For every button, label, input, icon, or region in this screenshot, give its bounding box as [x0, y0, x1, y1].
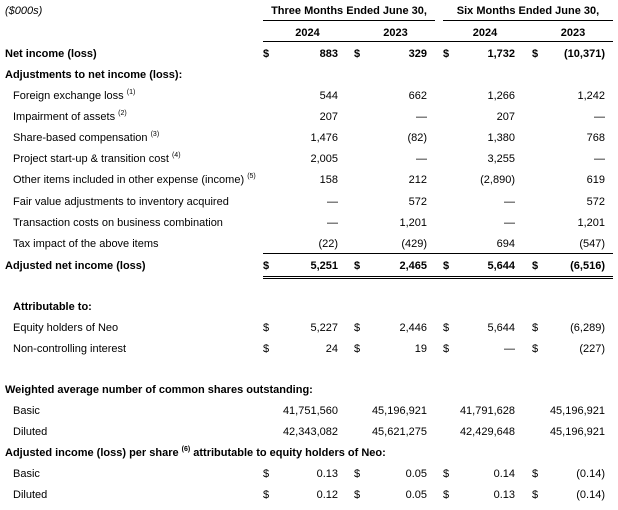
group-underline	[443, 20, 613, 21]
value-cell: 694	[496, 238, 515, 250]
footnote-ref: (4)	[171, 152, 181, 159]
value-cell: (429)	[401, 238, 427, 250]
row-label-text: Impairment of assets	[13, 111, 116, 123]
value-cell: 1,242	[577, 90, 605, 102]
value-cell: —	[327, 196, 338, 208]
row-label-text: Diluted	[13, 489, 48, 501]
row-label-text: Non-controlling interest	[13, 343, 127, 355]
row-label	[13, 174, 256, 187]
value-cell: 42,429,648	[459, 426, 515, 438]
currency-symbol: $	[443, 48, 450, 60]
subtotal-rule	[263, 253, 613, 254]
value-cell: —	[327, 217, 338, 229]
value-cell: 42,343,082	[282, 426, 338, 438]
footnote-ref: (5)	[247, 173, 256, 180]
currency-symbol: $	[354, 48, 361, 60]
units-label: ($000s)	[5, 5, 43, 17]
value-cell: —	[504, 217, 515, 229]
row-label	[13, 468, 40, 481]
currency-symbol: $	[354, 343, 361, 355]
value-cell: —	[594, 111, 605, 123]
currency-symbol: $	[443, 322, 450, 334]
year-header: 2023	[560, 27, 586, 39]
value-cell: 1,476	[310, 132, 338, 144]
row-label	[13, 238, 159, 251]
value-cell: (0.14)	[576, 489, 605, 501]
value-cell: 1,201	[399, 217, 427, 229]
currency-symbol: $	[263, 322, 270, 334]
year-header: 2023	[383, 27, 408, 39]
value-cell: 2,005	[310, 153, 338, 165]
row-label-text: Net income (loss)	[5, 48, 97, 60]
value-cell: 0.13	[316, 468, 338, 480]
value-cell: 572	[408, 196, 427, 208]
row-label-text: Adjusted net income (loss)	[5, 260, 146, 272]
value-cell: 212	[408, 174, 427, 186]
value-cell: —	[504, 343, 515, 355]
value-cell: (10,371)	[564, 48, 605, 60]
currency-symbol: $	[532, 489, 539, 501]
row-label	[5, 48, 97, 61]
total-rule	[263, 278, 613, 279]
column-group-six-months: Six Months Ended June 30,	[456, 5, 600, 17]
value-cell: 0.13	[493, 489, 515, 501]
value-cell: 45,196,921	[549, 426, 605, 438]
value-cell: 41,751,560	[282, 405, 338, 417]
value-cell: 544	[319, 90, 338, 102]
row-label	[13, 426, 47, 439]
value-cell: 19	[414, 343, 427, 355]
year-header: 2024	[295, 27, 320, 39]
row-label	[13, 90, 135, 103]
currency-symbol: $	[354, 322, 361, 334]
currency-symbol: $	[263, 260, 270, 272]
footnote-ref: (3)	[150, 131, 160, 138]
eps-heading-text: attributable to equity holders of Neo:	[190, 447, 386, 459]
value-cell: 329	[408, 48, 427, 60]
adjustments-heading: Adjustments to net income (loss):	[5, 69, 183, 81]
value-cell: 662	[408, 90, 427, 102]
value-cell: 0.05	[405, 489, 427, 501]
value-cell: 2,465	[399, 260, 427, 272]
attributable-heading: Attributable to:	[13, 301, 92, 313]
value-cell: —	[504, 196, 515, 208]
value-cell: 2,446	[399, 322, 427, 334]
column-group-three-months: Three Months Ended June 30,	[271, 5, 427, 17]
row-label	[13, 405, 40, 418]
currency-symbol: $	[263, 48, 270, 60]
row-label-text: Fair value adjustments to inventory acquired	[13, 196, 229, 208]
value-cell: 207	[319, 111, 338, 123]
row-label-text: Share-based compensation	[13, 132, 148, 144]
value-cell: (82)	[407, 132, 427, 144]
value-cell: 45,621,275	[371, 426, 427, 438]
row-label	[13, 322, 118, 335]
row-label-text: Project start-up & transition cost	[13, 153, 169, 165]
value-cell: 5,227	[310, 322, 338, 334]
row-label	[13, 343, 126, 356]
currency-symbol: $	[354, 489, 361, 501]
value-cell: (547)	[579, 238, 605, 250]
value-cell: 0.05	[405, 468, 427, 480]
currency-symbol: $	[532, 260, 539, 272]
value-cell: 158	[319, 174, 338, 186]
value-cell: (0.14)	[576, 468, 605, 480]
value-cell: 572	[586, 196, 605, 208]
row-label	[13, 196, 229, 209]
row-label	[13, 132, 159, 145]
value-cell: (6,516)	[570, 260, 605, 272]
value-cell: —	[416, 153, 427, 165]
value-cell: 768	[586, 132, 605, 144]
value-cell: 45,196,921	[549, 405, 605, 417]
year-header: 2024	[472, 27, 498, 39]
currency-symbol: $	[263, 468, 270, 480]
row-label-text: Foreign exchange loss	[13, 90, 124, 102]
value-cell: 1,380	[487, 132, 515, 144]
currency-symbol: $	[532, 48, 539, 60]
total-rule	[263, 276, 613, 277]
footnote-ref: (1)	[126, 89, 136, 96]
value-cell: 24	[325, 343, 338, 355]
value-cell: 883	[319, 48, 338, 60]
row-label	[13, 111, 127, 124]
eps-heading	[5, 447, 386, 460]
currency-symbol: $	[532, 468, 539, 480]
currency-symbol: $	[443, 468, 450, 480]
currency-symbol: $	[443, 489, 450, 501]
row-label-text: Tax impact of the above items	[13, 238, 159, 250]
value-cell: —	[594, 153, 605, 165]
value-cell: 45,196,921	[371, 405, 427, 417]
currency-symbol: $	[443, 343, 450, 355]
footnote-ref: (2)	[118, 110, 127, 117]
row-label-text: Basic	[13, 405, 40, 417]
value-cell: (227)	[579, 343, 605, 355]
row-label-text: Diluted	[13, 426, 48, 438]
row-label	[13, 153, 181, 166]
value-cell: 5,644	[487, 260, 515, 272]
currency-symbol: $	[532, 322, 539, 334]
currency-symbol: $	[354, 468, 361, 480]
value-cell: 5,644	[487, 322, 515, 334]
row-label-text: Basic	[13, 468, 40, 480]
value-cell: (22)	[318, 238, 338, 250]
value-cell: (2,890)	[480, 174, 515, 186]
row-label	[13, 489, 47, 502]
value-cell: 207	[496, 111, 515, 123]
row-label	[5, 260, 146, 273]
value-cell: 3,255	[487, 153, 515, 165]
currency-symbol: $	[532, 343, 539, 355]
value-cell: 619	[586, 174, 605, 186]
shares-heading: Weighted average number of common shares outstanding:	[5, 384, 313, 396]
row-label-text: Other items included in other expense (income)	[13, 174, 245, 186]
value-cell: 5,251	[310, 260, 338, 272]
value-cell: —	[416, 111, 427, 123]
currency-symbol: $	[263, 489, 270, 501]
row-label-text: Equity holders of Neo	[13, 322, 119, 334]
value-cell: 1,732	[487, 48, 515, 60]
row-label	[13, 217, 223, 230]
value-cell: 0.12	[316, 489, 338, 501]
currency-symbol: $	[443, 260, 450, 272]
currency-symbol: $	[263, 343, 270, 355]
footnote-ref: (6)	[181, 446, 191, 453]
value-cell: 0.14	[493, 468, 515, 480]
year-underline	[263, 41, 613, 42]
eps-heading-text: Adjusted income (loss) per share	[5, 447, 182, 459]
value-cell: (6,289)	[570, 322, 605, 334]
value-cell: 1,266	[487, 90, 515, 102]
value-cell: 41,791,628	[459, 405, 515, 417]
value-cell: 1,201	[577, 217, 605, 229]
currency-symbol: $	[354, 260, 361, 272]
group-underline	[263, 20, 435, 21]
row-label-text: Transaction costs on business combination	[13, 217, 223, 229]
